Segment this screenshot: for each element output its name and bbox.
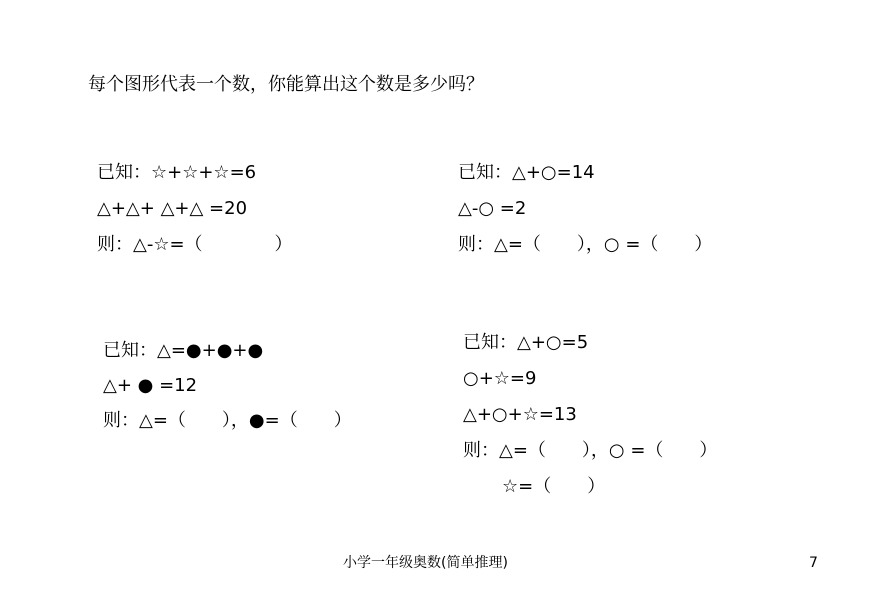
problem-3-given-line: 已知：△=●+●+● — [103, 340, 264, 361]
problem-1-equation-line: △+△+ △+△ =20 — [97, 198, 248, 219]
footer-title: 小学一年级奥数(简单推理) — [343, 555, 508, 571]
page-title: 每个图形代表一个数，你能算出这个数是多少吗？ — [88, 74, 484, 95]
problem-3-question-line: 则：△=（ ），●=（ ） — [103, 410, 352, 431]
problem-2-given-line: 已知：△+○=14 — [458, 162, 595, 183]
problem-4-equation-line-2: △+○+☆=13 — [463, 404, 577, 425]
problem-2-equation-line: △-○ =2 — [458, 198, 527, 219]
page-number: 7 — [809, 555, 818, 571]
problem-3-equation-line: △+ ● =12 — [103, 375, 198, 396]
problem-2-question-line: 则：△=（ ），○ =（ ） — [458, 234, 713, 255]
problem-4-question-line: 则：△=（ ），○ =（ ） — [463, 440, 718, 461]
problem-1-given-line: 已知：☆+☆+☆=6 — [97, 162, 257, 183]
problem-4-equation-line-1: ○+☆=9 — [463, 368, 537, 389]
problem-1-question-line: 则：△-☆=（ ） — [97, 234, 293, 255]
problem-4-question-line-2: ☆=（ ） — [502, 476, 606, 497]
problem-4-given-line: 已知：△+○=5 — [463, 332, 589, 353]
